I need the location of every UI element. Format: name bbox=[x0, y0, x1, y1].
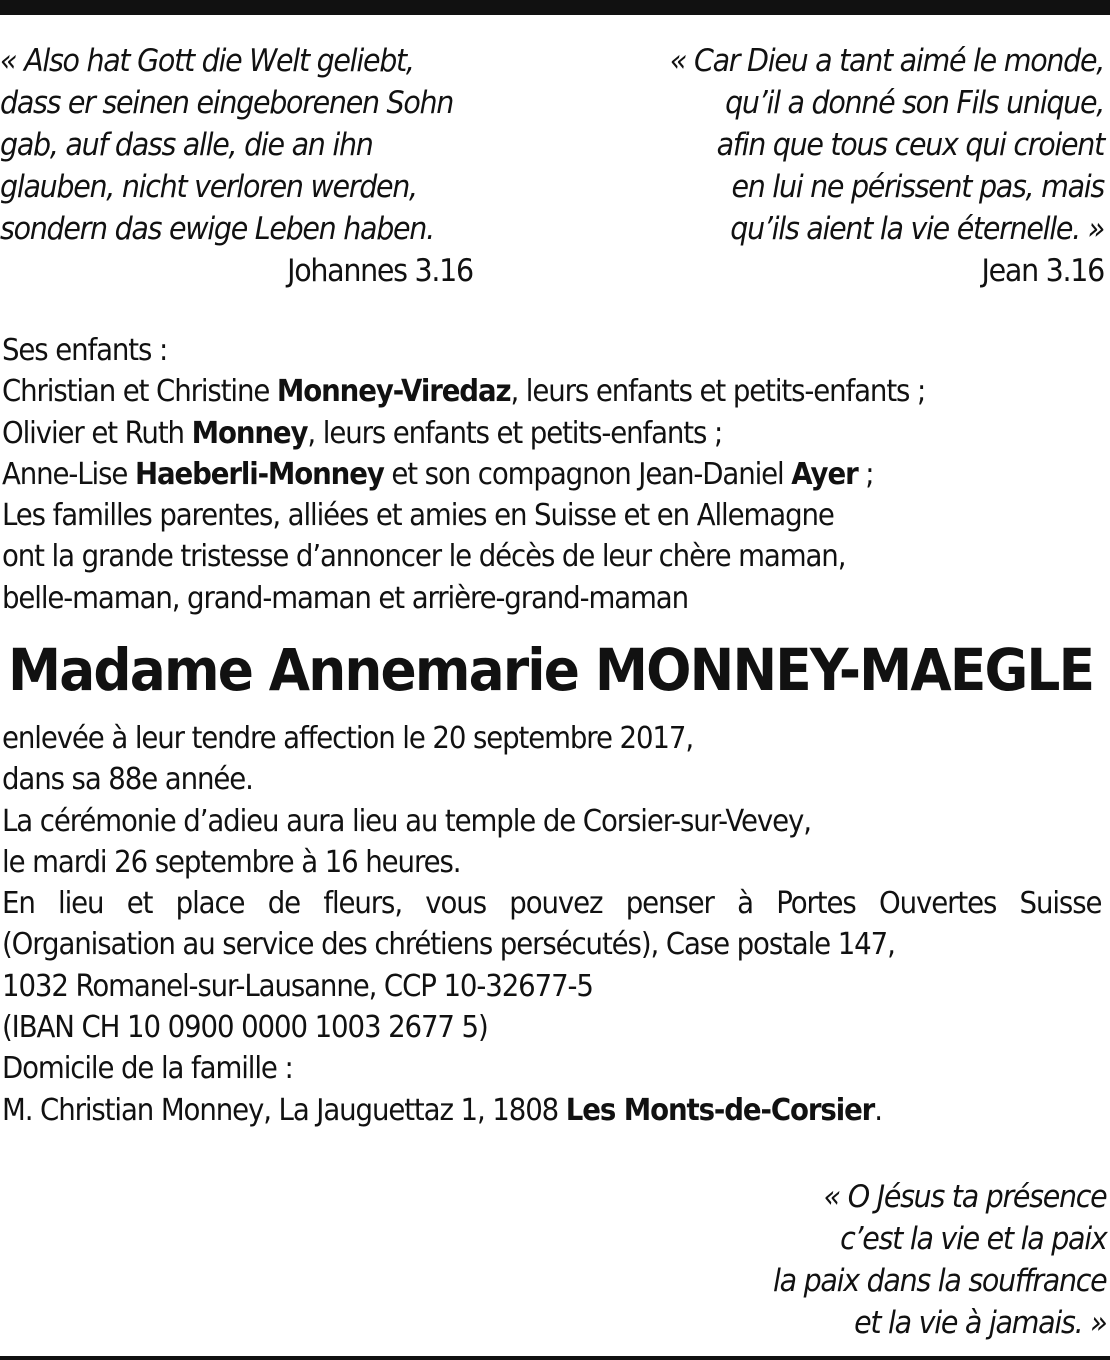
family-line-text: ; bbox=[857, 456, 874, 492]
family-line: belle-maman, grand-maman et arrière-grand-maman bbox=[2, 580, 689, 616]
address-text: . bbox=[874, 1092, 882, 1128]
details-word: pouvez bbox=[509, 886, 603, 922]
details-line: 1032 Romanel-sur-Lausanne, CCP 10-32677-5 bbox=[2, 968, 593, 1004]
verse-fr-line: afin que tous ceux qui croient bbox=[716, 127, 1104, 163]
family-address-line bbox=[2, 1090, 1101, 1131]
verse-de-reference: Johannes 3.16 bbox=[287, 253, 473, 289]
details-word: Ouvertes bbox=[879, 886, 997, 922]
details-line: le mardi 26 septembre à 16 heures. bbox=[2, 844, 461, 880]
family-line bbox=[2, 454, 925, 495]
details-word: et bbox=[126, 886, 153, 922]
bottom-border-rule bbox=[0, 1356, 1110, 1360]
closing-verse-line: « O Jésus ta présence bbox=[823, 1179, 1106, 1215]
family-line bbox=[2, 371, 925, 412]
details-word: lieu bbox=[58, 886, 104, 922]
verse-de-line: « Also hat Gott die Welt geliebt, bbox=[0, 43, 414, 79]
verse-fr-line: en lui ne périssent pas, mais bbox=[731, 169, 1104, 205]
family-surname: Monney bbox=[191, 415, 308, 451]
address-text: M. Christian Monney, La Jauguettaz 1, 1808 bbox=[2, 1092, 566, 1128]
details-line: enlevée à leur tendre affection le 20 septembre 2017, bbox=[2, 721, 693, 756]
family-line-text: Anne-Lise bbox=[2, 456, 135, 492]
details-line: Domicile de la famille : bbox=[2, 1051, 293, 1087]
family-line-text: Olivier et Ruth bbox=[2, 415, 192, 451]
verse-fr-line: « Car Dieu a tant aimé le monde, bbox=[669, 43, 1104, 79]
family-line-text: , leurs enfants et petits-enfants ; bbox=[307, 415, 723, 451]
bible-verse-french bbox=[589, 40, 1104, 292]
family-line bbox=[2, 413, 925, 454]
details-word: Portes bbox=[776, 886, 856, 922]
family-line-text: Christian et Christine bbox=[2, 374, 277, 410]
family-surname: Haeberli-Monney bbox=[134, 456, 384, 492]
details-word: fleurs, bbox=[323, 886, 402, 922]
details-line: La cérémonie d’adieu aura lieu au temple de Corsier-sur-Vevey, bbox=[2, 803, 811, 839]
family-surname: Monney-Viredaz bbox=[276, 374, 511, 410]
details-word: En bbox=[2, 886, 35, 922]
details-word: place bbox=[175, 886, 245, 922]
closing-verse-line: c’est la vie et la paix bbox=[839, 1221, 1106, 1257]
details-word: Suisse bbox=[1019, 886, 1102, 922]
verse-fr-line: qu’ils aient la vie éternelle. » bbox=[730, 211, 1104, 247]
closing-verse-line: et la vie à jamais. » bbox=[853, 1305, 1106, 1341]
details-line: (Organisation au service des chrétiens persécutés), Case postale 147, bbox=[2, 927, 895, 963]
details-word: vous bbox=[425, 886, 486, 922]
family-surname: Ayer bbox=[791, 456, 858, 492]
closing-verse-line: la paix dans la souffrance bbox=[772, 1263, 1106, 1299]
family-line-text: et son compagnon Jean-Daniel bbox=[383, 456, 792, 492]
details-word: penser bbox=[625, 886, 714, 922]
bible-verse-german bbox=[0, 40, 515, 292]
details-word: de bbox=[267, 886, 301, 922]
verse-de-line: glauben, nicht verloren werden, bbox=[0, 169, 417, 205]
address-locality: Les Monts-de-Corsier bbox=[565, 1092, 875, 1128]
top-border-rule bbox=[0, 0, 1110, 15]
family-announcement bbox=[2, 330, 925, 619]
verse-de-line: sondern das ewige Leben haben. bbox=[0, 211, 434, 247]
details-line: (IBAN CH 10 0900 0000 1003 2677 5) bbox=[2, 1010, 488, 1046]
closing-verse bbox=[773, 1176, 1106, 1344]
verse-de-line: dass er seinen eingeborenen Sohn bbox=[0, 85, 454, 121]
family-line-text: , leurs enfants et petits-enfants ; bbox=[510, 374, 926, 410]
deceased-name-heading: Madame Annemarie MONNEY-MAEGLE bbox=[8, 636, 1094, 704]
family-line: Les familles parentes, alliées et amies en Suisse et en Allemagne bbox=[2, 498, 834, 534]
family-line: ont la grande tristesse d’annoncer le décès de leur chère maman, bbox=[2, 539, 846, 575]
funeral-details bbox=[2, 718, 1101, 1131]
verse-fr-reference: Jean 3.16 bbox=[981, 253, 1104, 289]
family-intro: Ses enfants : bbox=[2, 333, 168, 368]
verse-de-line: gab, auf dass alle, die an ihn bbox=[0, 127, 373, 163]
details-line: dans sa 88e année. bbox=[2, 762, 253, 798]
verse-fr-line: qu’il a donné son Fils unique, bbox=[725, 85, 1104, 121]
details-word: à bbox=[737, 886, 753, 922]
details-justified-line bbox=[2, 883, 1101, 924]
